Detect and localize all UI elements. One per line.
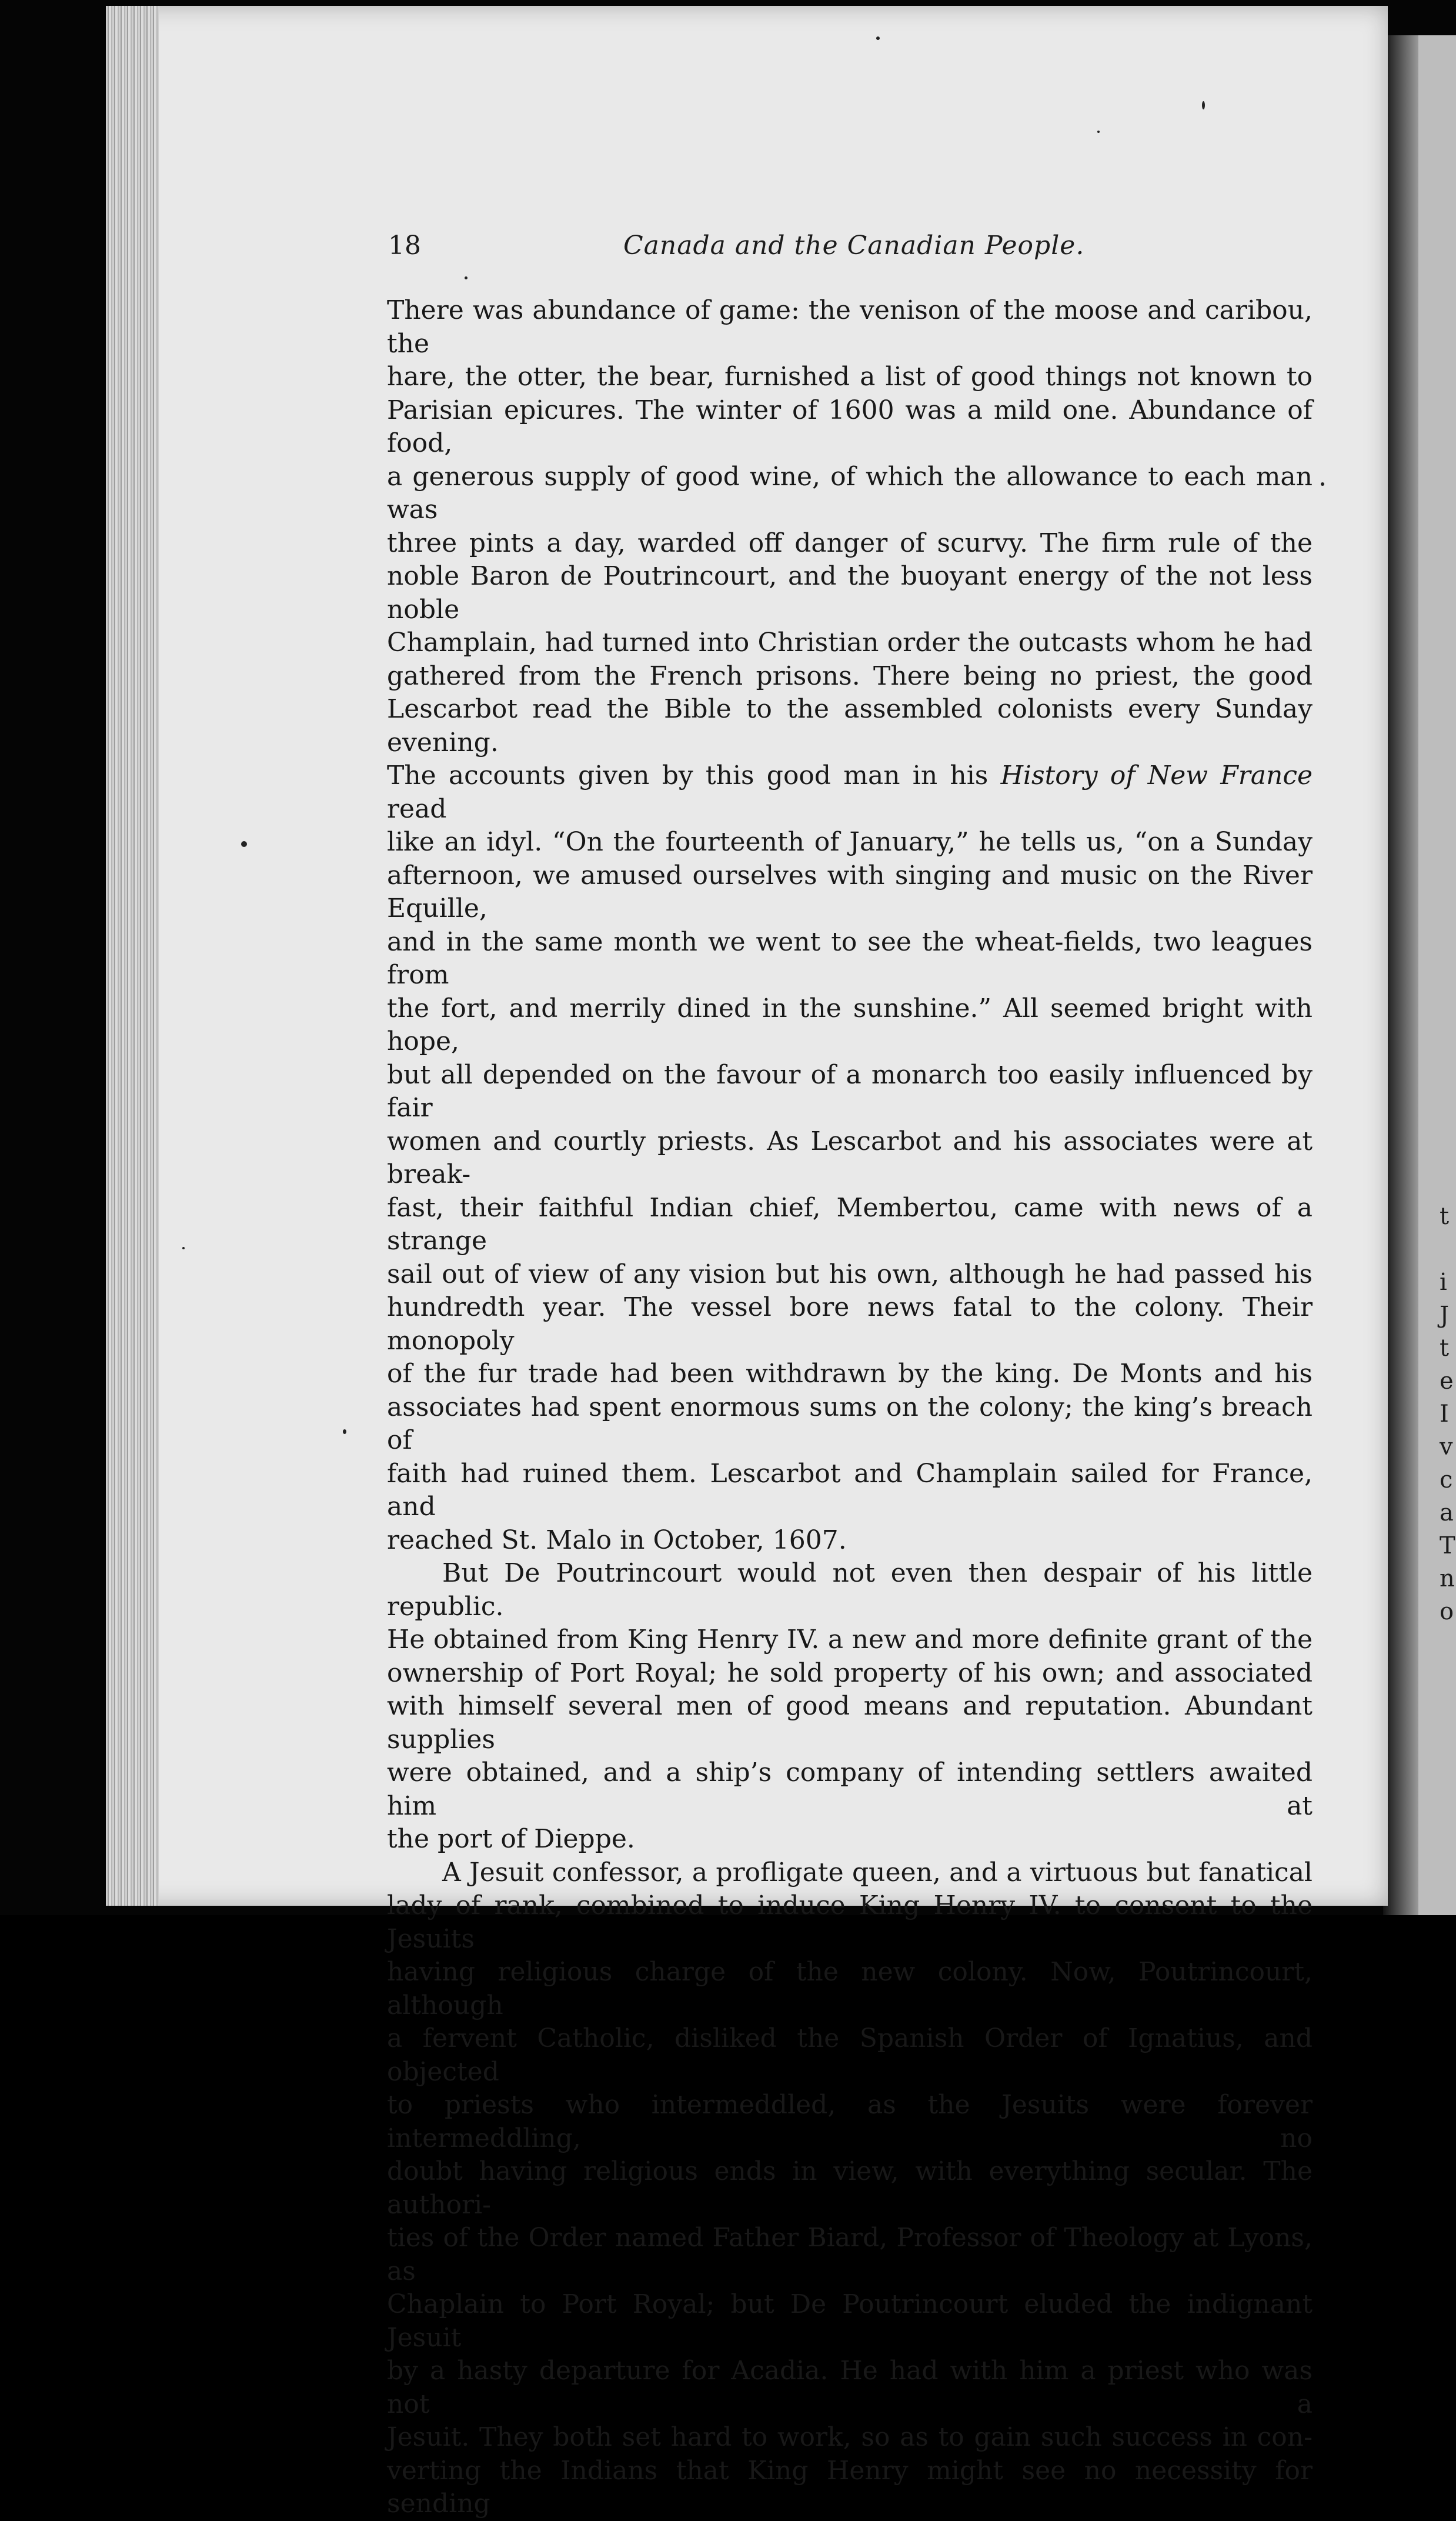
- text-line: the port of Dieppe.: [387, 1824, 635, 1854]
- text-line: Jesuit. They both set hard to work, so as to gain such success in con-: [387, 2422, 1313, 2452]
- next-page-letter: n: [1440, 1565, 1455, 1592]
- text-line: gathered from the French prisons. There being no priest, the good: [387, 661, 1313, 691]
- next-page-letter: e: [1440, 1368, 1454, 1395]
- text-line: faith had ruined them. Lescarbot and Champlain sailed for France, and: [387, 1458, 1313, 1522]
- text-line: sail out of view of any vision but his own, although he had passed his: [387, 1259, 1313, 1289]
- text-line: were obtained, and a ship’s company of intending settlers awaited him at: [387, 1758, 1313, 1821]
- text-fragment: The accounts given by this good man in his: [387, 761, 989, 791]
- next-page-letter: J: [1440, 1302, 1450, 1329]
- text-line: a generous supply of good wine, of which the allowance to each man was: [387, 461, 1313, 525]
- text-line: reached St. Malo in October, 1607.: [387, 1525, 847, 1555]
- next-page-letter: v: [1440, 1433, 1453, 1460]
- text-line: with himself several men of good means and reputation. Abundant supplies: [387, 1691, 1313, 1755]
- text-line: doubt having religious ends in view, with everything secular. The authori-: [387, 2156, 1313, 2220]
- body-text: [387, 294, 1313, 2521]
- text-line: afternoon, we amused ourselves with singing and music on the River Equille,: [387, 860, 1313, 923]
- next-page-letter: t: [1440, 1335, 1450, 1362]
- text-line: to priests who intermeddled, as the Jesuits were forever intermeddling, no: [387, 2090, 1313, 2153]
- text-line: a fervent Catholic, disliked the Spanish Order of Ignatius, and objected: [387, 2023, 1313, 2087]
- text-line: He obtained from King Henry IV. a new and more definite grant of the: [387, 1625, 1313, 1655]
- text-line: having religious charge of the new colony. Now, Poutrincourt, although: [387, 1957, 1313, 2020]
- book-title: History of New France: [1000, 761, 1313, 791]
- text-line: A Jesuit confessor, a profligate queen, and a virtuous but fanatical: [442, 1857, 1313, 1888]
- paragraph-3: [387, 1856, 1313, 2521]
- text-line: Parisian epicures. The winter of 1600 was a mild one. Abundance of food,: [387, 395, 1313, 458]
- page-edges: [106, 6, 159, 1906]
- text-line: three pints a day, warded off danger of scurvy. The firm rule of the: [387, 528, 1313, 558]
- next-page-letter: t: [1440, 1203, 1450, 1230]
- text-line: ties of the Order named Father Biard, Professor of Theology at Lyons, as: [387, 2223, 1313, 2286]
- text-line-with-title: [387, 759, 1313, 826]
- running-header: [388, 231, 1311, 266]
- text-line: Chaplain to Port Royal; but De Poutrincourt eluded the indignant Jesuit: [387, 2289, 1313, 2353]
- text-line: like an idyl. “On the fourteenth of January,” he tells us, “on a Sunday: [387, 827, 1313, 857]
- next-page-text-fragments: [1440, 1200, 1456, 1628]
- text-line: ownership of Port Royal; he sold property of his own; and associated: [387, 1658, 1313, 1688]
- next-page-letter: c: [1440, 1466, 1453, 1493]
- paragraph-2: [387, 1557, 1313, 1856]
- text-line: associates had spent enormous sums on the colony; the king’s breach of: [387, 1392, 1313, 1455]
- text-line: hundredth year. The vessel bore news fatal to the colony. Their monopoly: [387, 1292, 1313, 1356]
- text-fragment: read: [387, 793, 447, 824]
- text-line: but all depended on the favour of a monarch too easily influenced by fair: [387, 1059, 1313, 1123]
- next-page-letter: o: [1440, 1598, 1454, 1625]
- text-line: of the fur trade had been withdrawn by the king. De Monts and his: [387, 1359, 1313, 1389]
- next-page-letter: T: [1440, 1532, 1455, 1559]
- text-line: fast, their faithful Indian chief, Membertou, came with news of a strange: [387, 1192, 1313, 1256]
- running-title: Canada and the Canadian People.: [623, 231, 1085, 261]
- text-line: lady of rank, combined to induce King Henry IV. to consent to the Jesuits: [387, 1890, 1313, 1954]
- gutter-shadow: [1383, 35, 1418, 1915]
- text-line: Lescarbot read the Bible to the assembled colonists every Sunday evening.: [387, 694, 1313, 758]
- text-line: There was abundance of game: the venison of the moose and caribou, the: [387, 295, 1313, 359]
- text-line: women and courtly priests. As Lescarbot and his associates were at break-: [387, 1126, 1313, 1189]
- text-line: the fort, and merrily dined in the sunshine.” All seemed bright with hope,: [387, 993, 1313, 1056]
- paragraph-1: [387, 294, 1313, 1557]
- next-page-letter: [1440, 1233, 1456, 1266]
- text-line: by a hasty departure for Acadia. He had with him a priest who was not a: [387, 2356, 1313, 2419]
- next-page-letter: a: [1440, 1499, 1454, 1526]
- text-line: noble Baron de Poutrincourt, and the buoyant energy of the not less noble: [387, 561, 1313, 625]
- next-page-letter: i: [1440, 1269, 1447, 1296]
- next-page-letter: I: [1440, 1400, 1449, 1428]
- page-number: 18: [388, 231, 421, 261]
- text-line: verting the Indians that King Henry might see no necessity for sending: [387, 2455, 1313, 2519]
- text-line: Champlain, had turned into Christian order the outcasts whom he had: [387, 628, 1313, 658]
- text-line: and in the same month we went to see the wheat-fields, two leagues from: [387, 926, 1313, 990]
- text-line: But De Poutrincourt would not even then despair of his little republic.: [387, 1558, 1313, 1622]
- text-line: hare, the otter, the bear, furnished a list of good things not known to: [387, 362, 1313, 392]
